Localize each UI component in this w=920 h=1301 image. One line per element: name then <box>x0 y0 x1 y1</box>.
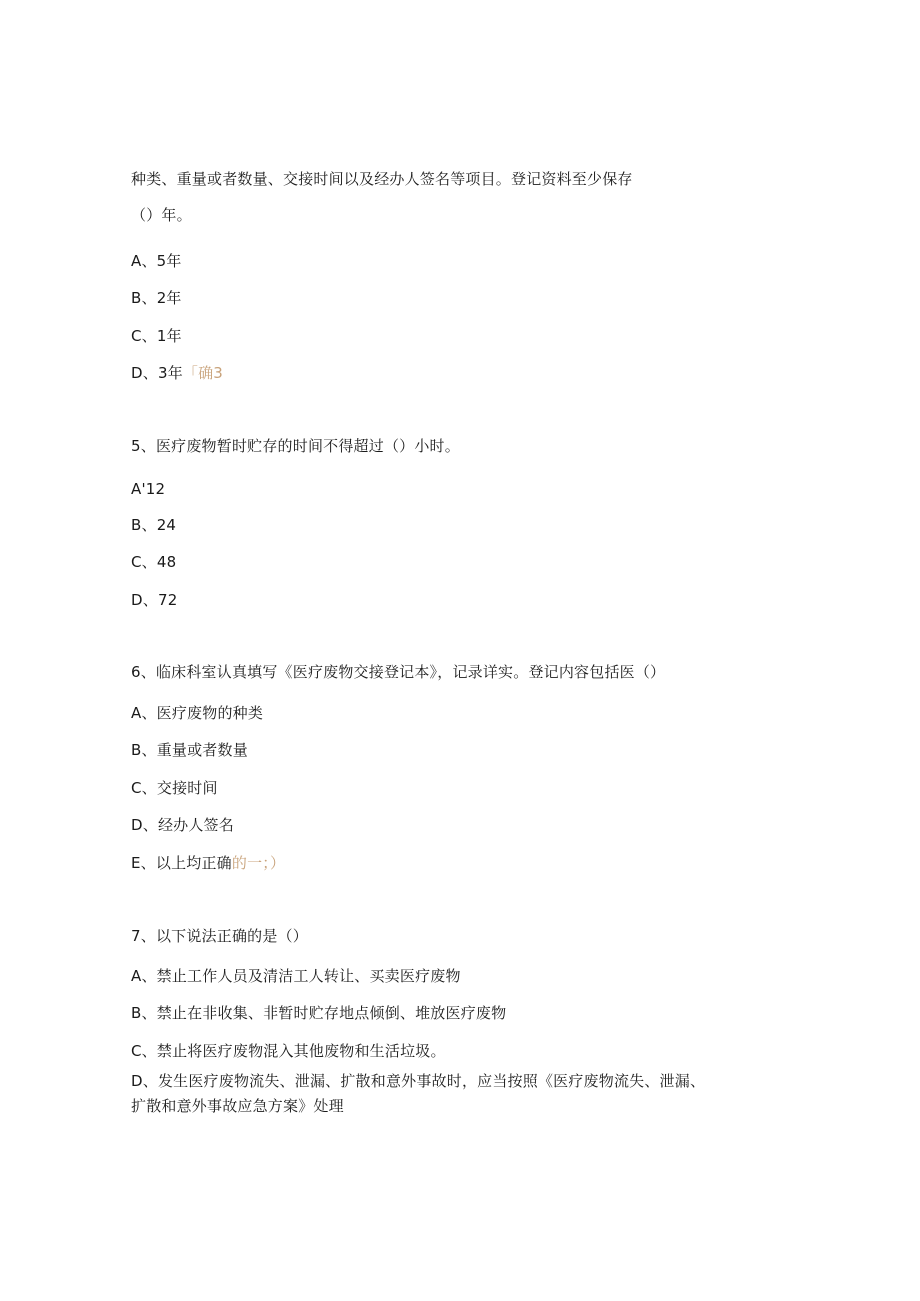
q4-option-d <box>131 363 223 383</box>
q7-option-c: C、禁止将医疗废物混入其他废物和生活垃圾。 <box>131 1042 446 1060</box>
q4-option-d-annotation: 「确3 <box>182 364 224 382</box>
q6-option-e-annotation: 的一；） <box>231 854 286 872</box>
q5-option-c: C、48 <box>131 553 177 571</box>
q7-option-b: B、禁止在非收集、非暂时贮存地点倾倒、堆放医疗废物 <box>131 1004 507 1022</box>
q4-option-b: B、2年 <box>131 289 182 307</box>
q6-option-b: B、重量或者数量 <box>131 741 248 759</box>
q6-stem: 6、临床科室认真填写《医疗废物交接登记本》，记录详实。登记内容包括医（） <box>131 663 666 681</box>
q6-option-a: A、医疗废物的种类 <box>131 704 264 722</box>
q4-option-d-text: D、3年 <box>131 364 183 382</box>
q4-option-a: A、5年 <box>131 252 182 270</box>
q7-stem: 7、以下说法正确的是（） <box>131 927 308 945</box>
q4-option-c: C、1年 <box>131 327 182 345</box>
q5-option-d: D、72 <box>131 591 178 609</box>
q4-stem-line1: 种类、重量或者数量、交接时间以及经办人签名等项目。登记资料至少保存 <box>131 170 633 188</box>
q5-option-a: A'12 <box>131 480 166 498</box>
q5-stem: 5、医疗废物暂时贮存的时间不得超过（）小时。 <box>131 437 460 455</box>
q7-option-d-line1: D、发生医疗废物流失、泄漏、扩散和意外事故时，应当按照《医疗废物流失、泄漏、 <box>131 1072 706 1090</box>
q6-option-c: C、交接时间 <box>131 779 218 797</box>
q7-option-d-line2: 扩散和意外事故应急方案》处理 <box>131 1097 344 1115</box>
q4-stem-line2: （）年。 <box>131 206 192 224</box>
q6-option-e <box>131 853 285 873</box>
q6-option-e-text: E、以上均正确 <box>131 854 232 872</box>
q6-option-d: D、经办人签名 <box>131 816 234 834</box>
q7-option-a: A、禁止工作人员及清洁工人转让、买卖医疗废物 <box>131 967 461 985</box>
q5-option-b: B、24 <box>131 516 177 534</box>
